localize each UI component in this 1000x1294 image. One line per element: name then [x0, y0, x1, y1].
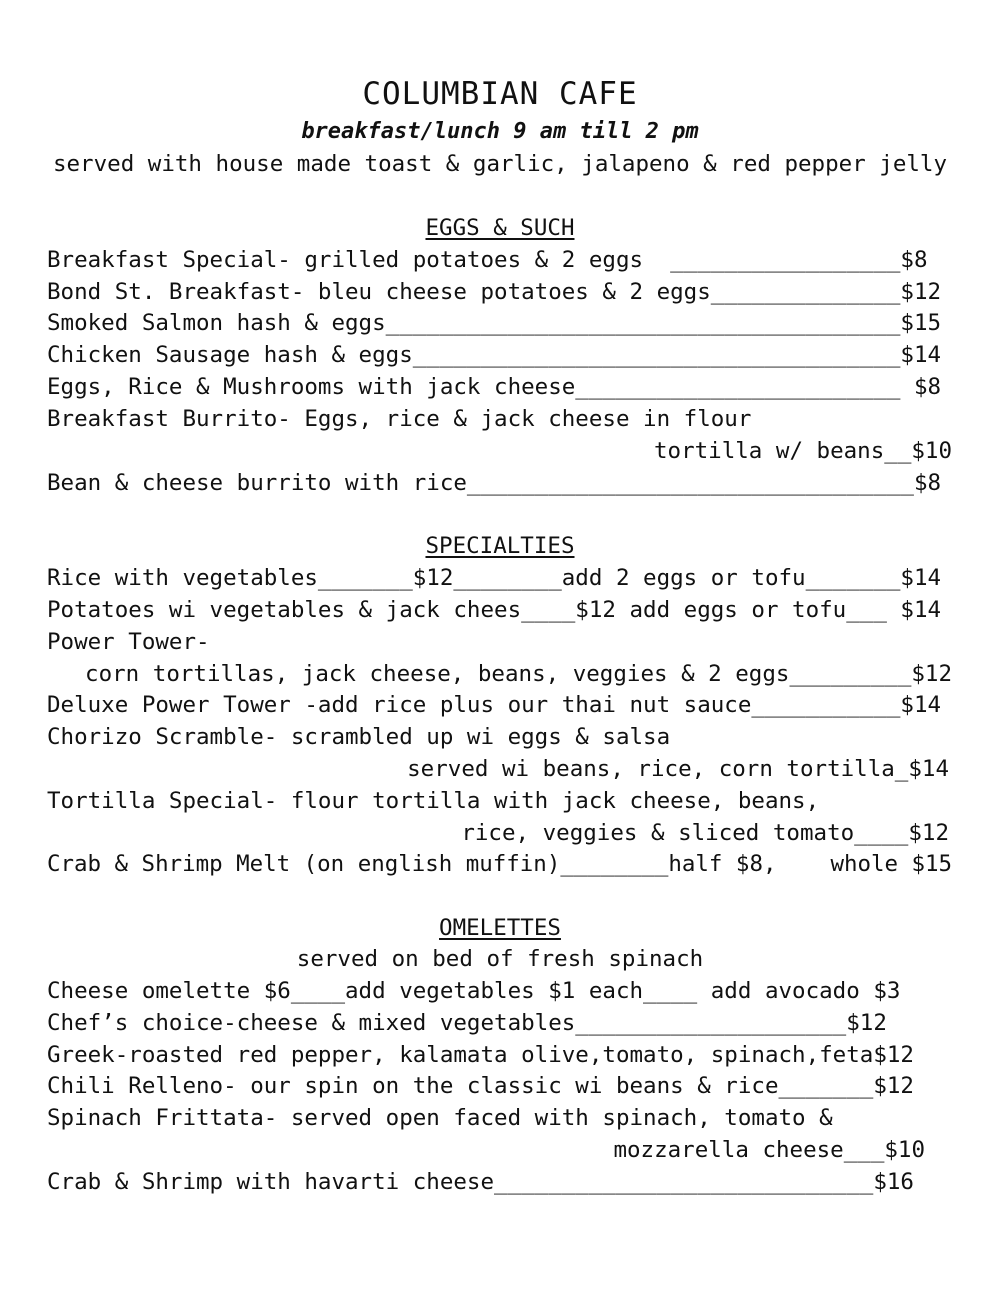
menu-item: Cheese omelette $6____add vegetables $1 each____ add avocado $3 [47, 978, 901, 1004]
menu-item: Crab & Shrimp Melt (on english muffin)________half $8, whole $15 [47, 851, 953, 877]
menu-item: Breakfast Special- grilled potatoes & 2 eggs _________________$8 [47, 247, 928, 273]
menu-item: Breakfast Burrito- Eggs, rice & jack cheese in flour [47, 406, 752, 432]
menu-item: Eggs, Rice & Mushrooms with jack cheese________________________ $8 [47, 374, 942, 400]
menu-item: Spinach Frittata- served open faced with spinach, tomato & [47, 1105, 833, 1131]
menu-item: Chorizo Scramble- scrambled up wi eggs & salsa [47, 724, 671, 750]
specialties-section-heading: SPECIALTIES [425, 533, 575, 559]
omelettes-subheading: served on bed of fresh spinach [296, 946, 704, 972]
served-with-note: served with house made toast & garlic, jalapeno & red pepper jelly [52, 151, 948, 177]
menu-item-continuation: rice, veggies & sliced tomato____$12 [461, 820, 949, 846]
eggs-section-heading: EGGS & SUCH [425, 215, 575, 241]
menu-item-continuation: served wi beans, rice, corn tortilla_$14 [407, 756, 949, 782]
cafe-title: COLUMBIAN CAFE [362, 76, 638, 112]
menu-item-continuation: mozzarella cheese___$10 [613, 1137, 925, 1163]
menu-item: Smoked Salmon hash & eggs______________________________________$15 [47, 310, 942, 336]
menu-item: Deluxe Power Tower -add rice plus our thai nut sauce___________$14 [47, 692, 942, 718]
hours-subtitle: breakfast/lunch 9 am till 2 pm [301, 119, 699, 144]
menu-item-continuation: corn tortillas, jack cheese, beans, veggies & 2 eggs_________$12 [85, 661, 952, 687]
menu-item: Tortilla Special- flour tortilla with jack cheese, beans, [47, 788, 820, 814]
menu-item: Crab & Shrimp with havarti cheese____________________________$16 [47, 1169, 914, 1195]
menu-item: Chicken Sausage hash & eggs____________________________________$14 [47, 342, 942, 368]
menu-item: Bond St. Breakfast- bleu cheese potatoes & 2 eggs______________$12 [47, 279, 942, 305]
menu-item: Bean & cheese burrito with rice_________________________________$8 [47, 470, 942, 496]
menu-item: Chili Relleno- our spin on the classic wi beans & rice_______$12 [47, 1073, 914, 1099]
menu-item: Chef’s choice-cheese & mixed vegetables____________________$12 [47, 1010, 887, 1036]
menu-item: Greek-roasted red pepper, kalamata olive,tomato, spinach,feta$12 [47, 1042, 914, 1068]
menu-item: Power Tower- [47, 629, 210, 655]
menu-item: Rice with vegetables_______$12________add 2 eggs or tofu_______$14 [47, 565, 942, 591]
omelettes-section-heading: OMELETTES [439, 915, 561, 941]
menu-item-continuation: tortilla w/ beans__$10 [653, 438, 952, 464]
menu-item: Potatoes wi vegetables & jack chees____$12 add eggs or tofu___ $14 [47, 597, 942, 623]
